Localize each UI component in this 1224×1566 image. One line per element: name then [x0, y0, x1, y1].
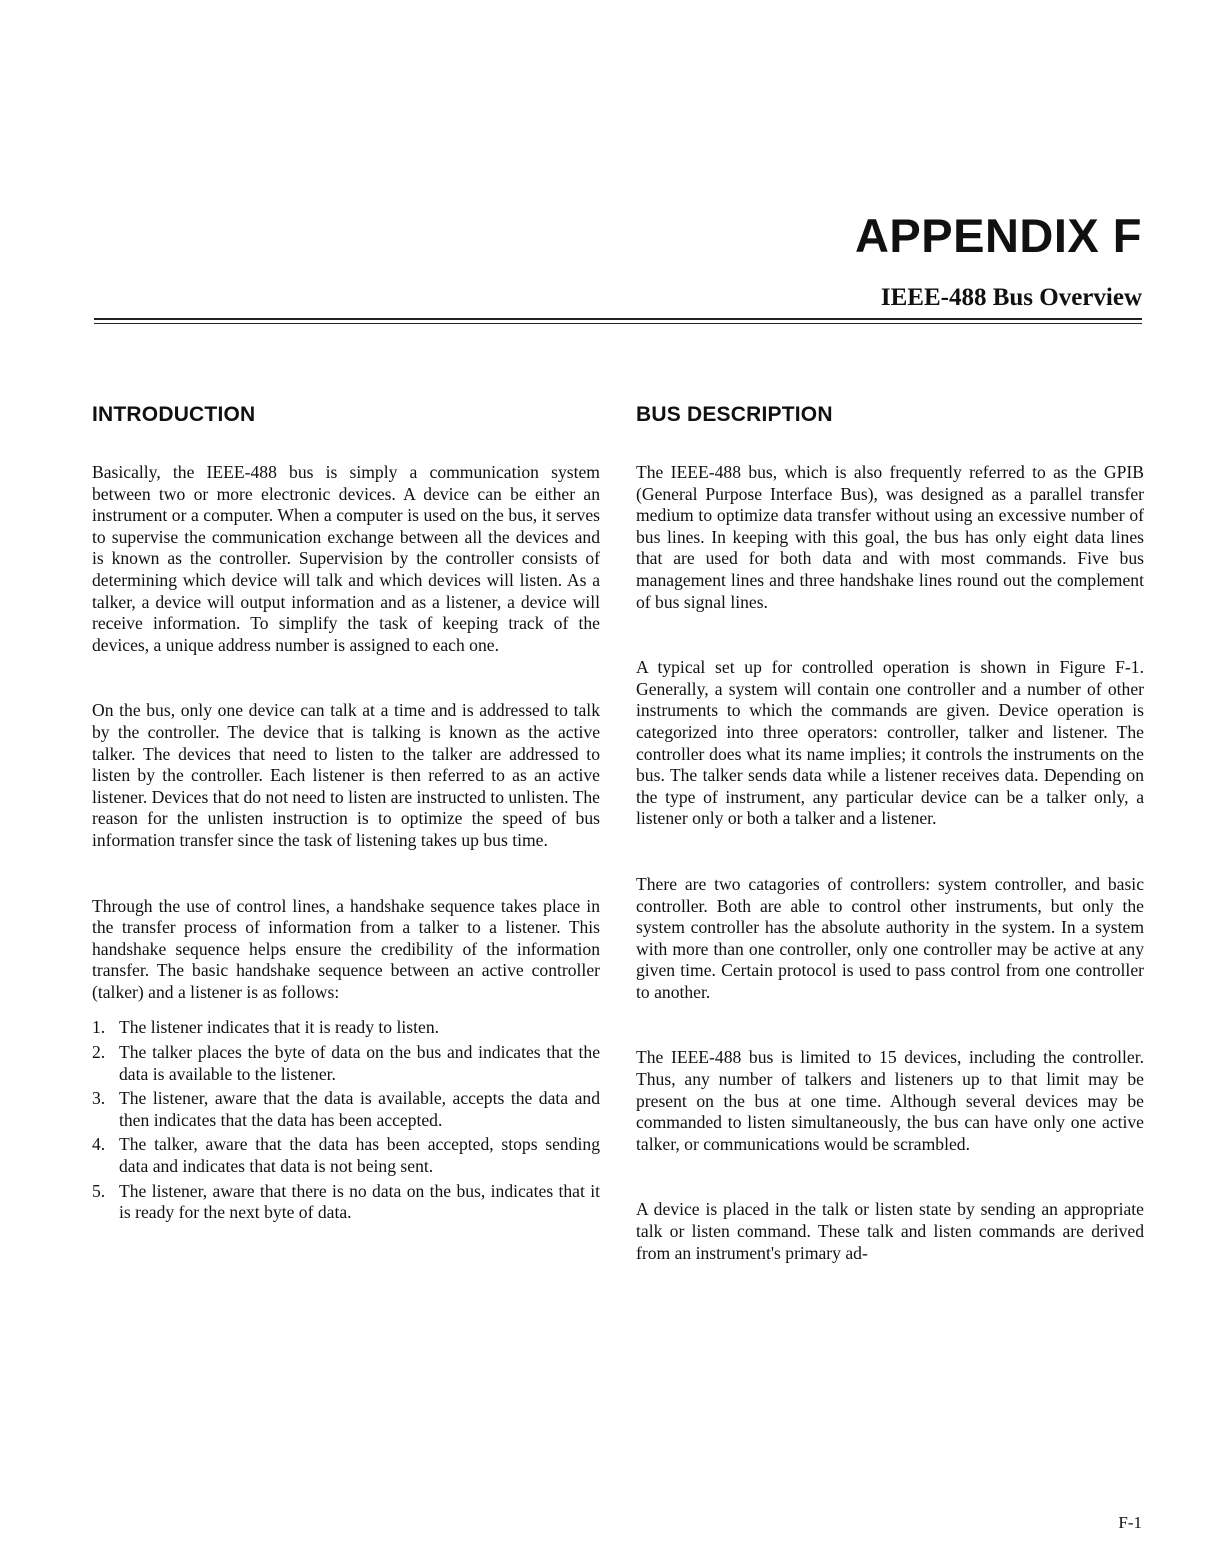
- list-item-number: 3.: [92, 1088, 106, 1109]
- bus-description-paragraph-5: A device is placed in the talk or listen state by sending an appropriate talk or listen command. These talk and listen commands are derived from an instrument's primary ad-: [636, 1199, 1144, 1263]
- bus-description-paragraph-1: The IEEE-488 bus, which is also frequently referred to as the GPIB (General Purpose Interface Bus), was designed as a parallel transfer medium to optimize data transfer without using an excessive number of bus lines. In keeping with this goal, the bus has only eight data lines that are used for both data and with most commands. Five bus management lines and three handshake lines round out the complement of bus signal lines.: [636, 462, 1144, 612]
- list-item: [92, 1181, 600, 1224]
- list-item-number: 5.: [92, 1180, 106, 1201]
- header-rule-bottom: [94, 323, 1142, 324]
- list-item-text: The talker places the byte of data on the bus and indicates that the data is available to the listener.: [119, 1042, 600, 1084]
- header-rule-top: [94, 318, 1142, 320]
- list-item-text: The listener, aware that there is no data on the bus, indicates that it is ready for the next byte of data.: [119, 1180, 600, 1223]
- introduction-paragraph-3: Through the use of control lines, a handshake sequence takes place in the transfer process of information from a talker to a listener. This handshake sequence helps ensure the credibility of the information transfer. The basic handshake sequence between an active controller (talker) and a listener is as follows:: [92, 895, 600, 1002]
- introduction-paragraph-1: Basically, the IEEE-488 bus is simply a communication system between two or more electronic devices. A device can be either an instrument or a computer. When a computer is used on the bus, it serves to supervise the communication exchange between all the devices and is known as the controller. Supervision by the controller consists of determining which device will talk and which devices will listen. As a talker, a device will output information and as a listener, a device will receive information. To simplify the task of keeping track of the devices, a unique address number is assigned to each one.: [92, 462, 600, 655]
- handshake-steps-list: [92, 1017, 600, 1223]
- list-item-text: The talker, aware that the data has been accepted, stops sending data and indicates that data is not being sent.: [119, 1134, 600, 1177]
- bus-description-paragraph-3: There are two catagories of controllers: system controller, and basic controller. Both are able to control other instruments, but only the system controller has the absolute authority in the system. In a system with more than one controller, only one controller may be active at any given time. Certain protocol is used to pass control from one controller to another.: [636, 873, 1144, 1002]
- appendix-subtitle: IEEE-488 Bus Overview: [880, 284, 1142, 311]
- bus-description-section: [636, 402, 1144, 1264]
- bus-description-heading: BUS DESCRIPTION: [636, 403, 833, 426]
- list-item: [92, 1088, 600, 1131]
- bus-description-paragraph-4: The IEEE-488 bus is limited to 15 devices, including the controller. Thus, any number of talkers and listeners up to that limit may be present on the bus at one time. Although several devices may be commanded to listen simultaneously, the bus can have only one active talker, or communications would be scrambled.: [636, 1047, 1144, 1154]
- list-item: [92, 1042, 600, 1085]
- list-item: [92, 1017, 600, 1039]
- bus-description-paragraph-2: A typical set up for controlled operation is shown in Figure F-1. Generally, a system will contain one controller and a number of other instruments to which the commands are given. Device operation is categorized into three operators: controller, talker and listener. The controller does what its name implies; it controls the instruments on the bus. The talker sends data while a listener receives data. Depending on the type of instrument, any particular device can be a talker only, a listener only or both a talker and a listener.: [636, 657, 1144, 829]
- list-item-number: 2.: [92, 1042, 106, 1063]
- list-item-text: The listener, aware that the data is available, accepts the data and then indicates that the data has been accepted.: [119, 1088, 600, 1130]
- list-item-text: The listener indicates that it is ready to listen.: [119, 1017, 440, 1038]
- introduction-heading: INTRODUCTION: [92, 403, 256, 426]
- page-number: F-1: [1118, 1513, 1142, 1532]
- introduction-section: [92, 402, 600, 1224]
- list-item: [92, 1134, 600, 1177]
- introduction-paragraph-2: On the bus, only one device can talk at a time and is addressed to talk by the controller. The device that is talking is known as the active talker. The devices that need to listen to the talker are addressed to listen by the controller. Each listener is then referred to as an active listener. Devices that do not need to listen are instructed to unlisten. The reason for the unlisten instruction is to optimize the speed of bus information transfer since the task of listening takes up bus time.: [92, 700, 600, 850]
- list-item-number: 4.: [92, 1134, 106, 1155]
- appendix-title: APPENDIX F: [854, 209, 1142, 262]
- list-item-number: 1.: [92, 1017, 106, 1038]
